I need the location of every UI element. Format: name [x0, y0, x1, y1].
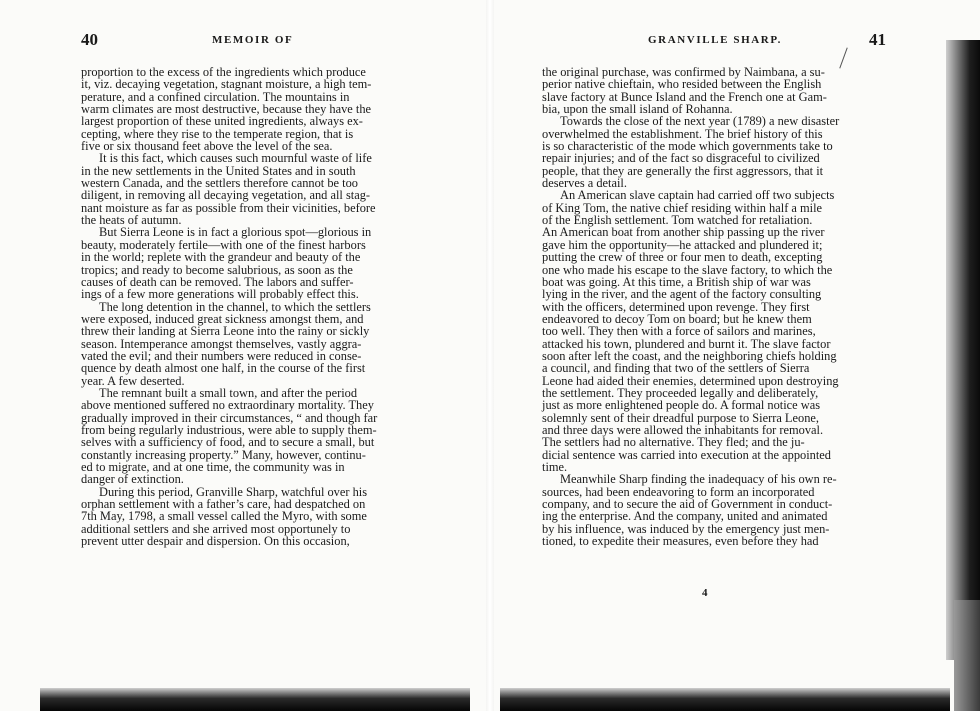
text-line: orphan settlement with a father’s care, had despatched on	[81, 497, 366, 512]
text-line: overwhelmed the establishment. The brief history of this	[542, 126, 823, 141]
text-line: The settlers had no alternative. They fled; and the ju-	[542, 435, 805, 450]
text-line: tioned, to expedite their measures, even before they had	[542, 534, 819, 549]
text-line: diligent, in removing all decaying vegetation, and all stag-	[81, 188, 371, 203]
text-line: it, viz. decaying vegetation, stagnant moisture, a high tem-	[81, 77, 372, 92]
text-line: five or six thousand feet above the level of the sea.	[81, 139, 333, 154]
text-line: causes of death can be removed. The labors and suffer-	[81, 274, 354, 289]
text-line: cepting, where they rise to the temperate region, that is	[81, 126, 354, 141]
text-line: additional settlers and she arrived most opportunely to	[81, 521, 351, 536]
scan-bottom-shadow-right	[500, 688, 950, 711]
text-line: proportion to the excess of the ingredients which produce	[81, 65, 366, 79]
text-line: the heats of autumn.	[81, 213, 182, 228]
text-line: perior native chieftain, who resided between the English	[542, 77, 822, 92]
text-line: the settlement. They proceeded legally and deliberately,	[542, 385, 819, 400]
text-line: Towards the close of the next year (1789) a new disaster	[560, 114, 840, 129]
text-line: 7th May, 1798, a small vessel called the Myro, with some	[81, 509, 367, 524]
text-line: ings of a few more generations will probably effect this.	[81, 287, 359, 302]
text-line: soon after left the coast, and the neighboring chiefs holding	[542, 348, 837, 363]
text-line: During this period, Granville Sharp, watchful over his	[99, 484, 368, 499]
signature-mark: 4	[702, 587, 708, 599]
text-line: sources, had been endeavoring to form an incorporated	[542, 484, 815, 499]
text-line: the original purchase, was confirmed by Naimbana, a su-	[542, 65, 825, 79]
text-line: gave him the opportunity—he attacked and plundered it;	[542, 237, 823, 252]
text-line: gradually improved in their circumstances, “ and though far	[81, 410, 378, 425]
text-line: warm climates are most destructive, because they have the	[81, 102, 372, 117]
text-line: one who made his escape to the slave factory, to which the	[542, 262, 833, 277]
text-line: bia, upon the small island of Rohanna.	[542, 102, 733, 117]
text-line: just as more enlightened people do. A formal notice was	[542, 398, 821, 413]
text-line: deserves a detail.	[542, 176, 627, 191]
text-line: ed to migrate, and at one time, the community was in	[81, 460, 345, 474]
text-line: ing the enterprise. And the company, united and animated	[542, 509, 828, 524]
text-line: beauty, moderately fertile—with one of the finest harbors	[81, 237, 366, 252]
text-line: vated the evil; and their numbers were reduced in conse-	[81, 348, 362, 363]
text-line: western Canada, and the settlers therefore cannot be too	[81, 176, 358, 191]
text-line: too well. They then with a force of sailors and marines,	[542, 324, 816, 339]
text-line: The remnant built a small town, and after the period	[99, 385, 358, 400]
text-line: of King Tom, the native chief residing within half a mile	[542, 200, 823, 215]
text-line: But Sierra Leone is in fact a glorious spot—glorious in	[99, 225, 372, 240]
text-line: of the English settlement. Tom watched for retaliation.	[542, 213, 813, 228]
left-running-head: MEMOIR OF	[212, 34, 294, 46]
text-line: selves with a sufficiency of food, and to secure a small, but	[81, 435, 375, 450]
text-line: It is this fact, which causes such mournful waste of life	[99, 151, 372, 166]
text-line: An American slave captain had carried off two subjects	[560, 188, 835, 203]
text-line: tropics; and ready to become salubrious, as soon as the	[81, 262, 353, 277]
scan-bottom-shadow-left	[40, 688, 470, 711]
text-line: people, that they are generally the first aggressors, that it	[542, 163, 824, 178]
right-page-number: 41	[869, 30, 886, 49]
text-line: with the officers, determined upon revenge. They first	[542, 299, 810, 314]
scan-edge-shadow	[946, 40, 980, 660]
text-line: quence by death almost one half, in the course of the first	[81, 361, 366, 376]
text-line: company, and to secure the aid of Government in conduct-	[542, 497, 833, 512]
text-line: endeavored to decoy Tom on board; but he knew them	[542, 311, 812, 326]
right-page	[490, 0, 980, 711]
text-line: were exposed, induced great sickness amongst them, and	[81, 311, 364, 326]
text-line: attacked his town, plundered and burnt it. The slave factor	[542, 336, 831, 351]
text-line: a council, and finding that two of the settlers of Sierra	[542, 361, 810, 376]
right-text-column	[542, 66, 892, 547]
right-running-head: GRANVILLE SHARP.	[648, 34, 782, 46]
scan-edge-shadow-lower	[954, 600, 980, 711]
text-line: constantly increasing property.” Many, however, continu-	[81, 447, 366, 462]
text-line: prevent utter despair and dispersion. On this occasion,	[81, 534, 350, 549]
text-line: An American boat from another ship passing up the river	[542, 225, 825, 240]
text-line: threw their landing at Sierra Leone into the rainy or sickly	[81, 324, 370, 339]
text-line: boat was going. At this time, a British ship of war was	[542, 274, 811, 289]
text-line: above mentioned suffered no extraordinary mortality. They	[81, 398, 374, 413]
text-line: by his influence, was induced by the emergency just men-	[542, 521, 830, 536]
text-line: repair injuries; and of the fact so disgraceful to civilized	[542, 151, 820, 166]
text-line: largest proportion of these united ingredients, always ex-	[81, 114, 363, 129]
text-line: Meanwhile Sharp finding the inadequacy of his own re-	[560, 472, 837, 487]
text-line: perature, and a confined circulation. The mountains in	[81, 89, 350, 104]
text-line: Leone had aided their enemies, determined upon destroying	[542, 373, 839, 388]
text-line: from being regularly industrious, were able to supply them-	[81, 422, 377, 437]
left-page-number: 40	[81, 30, 98, 49]
text-line: is so characteristic of the mode which governments take to	[542, 139, 833, 154]
book-gutter	[486, 0, 494, 711]
text-line: nant moisture as far as possible from their vicinities, before	[81, 200, 376, 215]
text-line: dicial sentence was carried into execution at the appointed	[542, 447, 831, 462]
text-line: year. A few deserted.	[81, 373, 185, 388]
text-line: in the world; replete with the grandeur and beauty of the	[81, 250, 361, 265]
text-line: solemnly sent of their dreadful purpose to Sierra Leone,	[542, 410, 819, 425]
left-text-column	[81, 66, 441, 547]
text-line: putting the crew of three or four men to death, excepting	[542, 250, 823, 265]
text-line: in the new settlements in the United States and in south	[81, 163, 356, 178]
text-line: danger of extinction.	[81, 472, 184, 487]
text-line: The long detention in the channel, to which the settlers	[99, 299, 371, 314]
text-line: lying in the river, and the agent of the factory consulting	[542, 287, 822, 302]
text-line: time.	[542, 460, 568, 474]
text-line: and three days were allowed the inhabitants for removal.	[542, 422, 824, 437]
text-line: slave factory at Bunce Island and the French one at Gam-	[542, 89, 827, 104]
text-line: season. Intemperance amongst themselves, vastly aggra-	[81, 336, 362, 351]
